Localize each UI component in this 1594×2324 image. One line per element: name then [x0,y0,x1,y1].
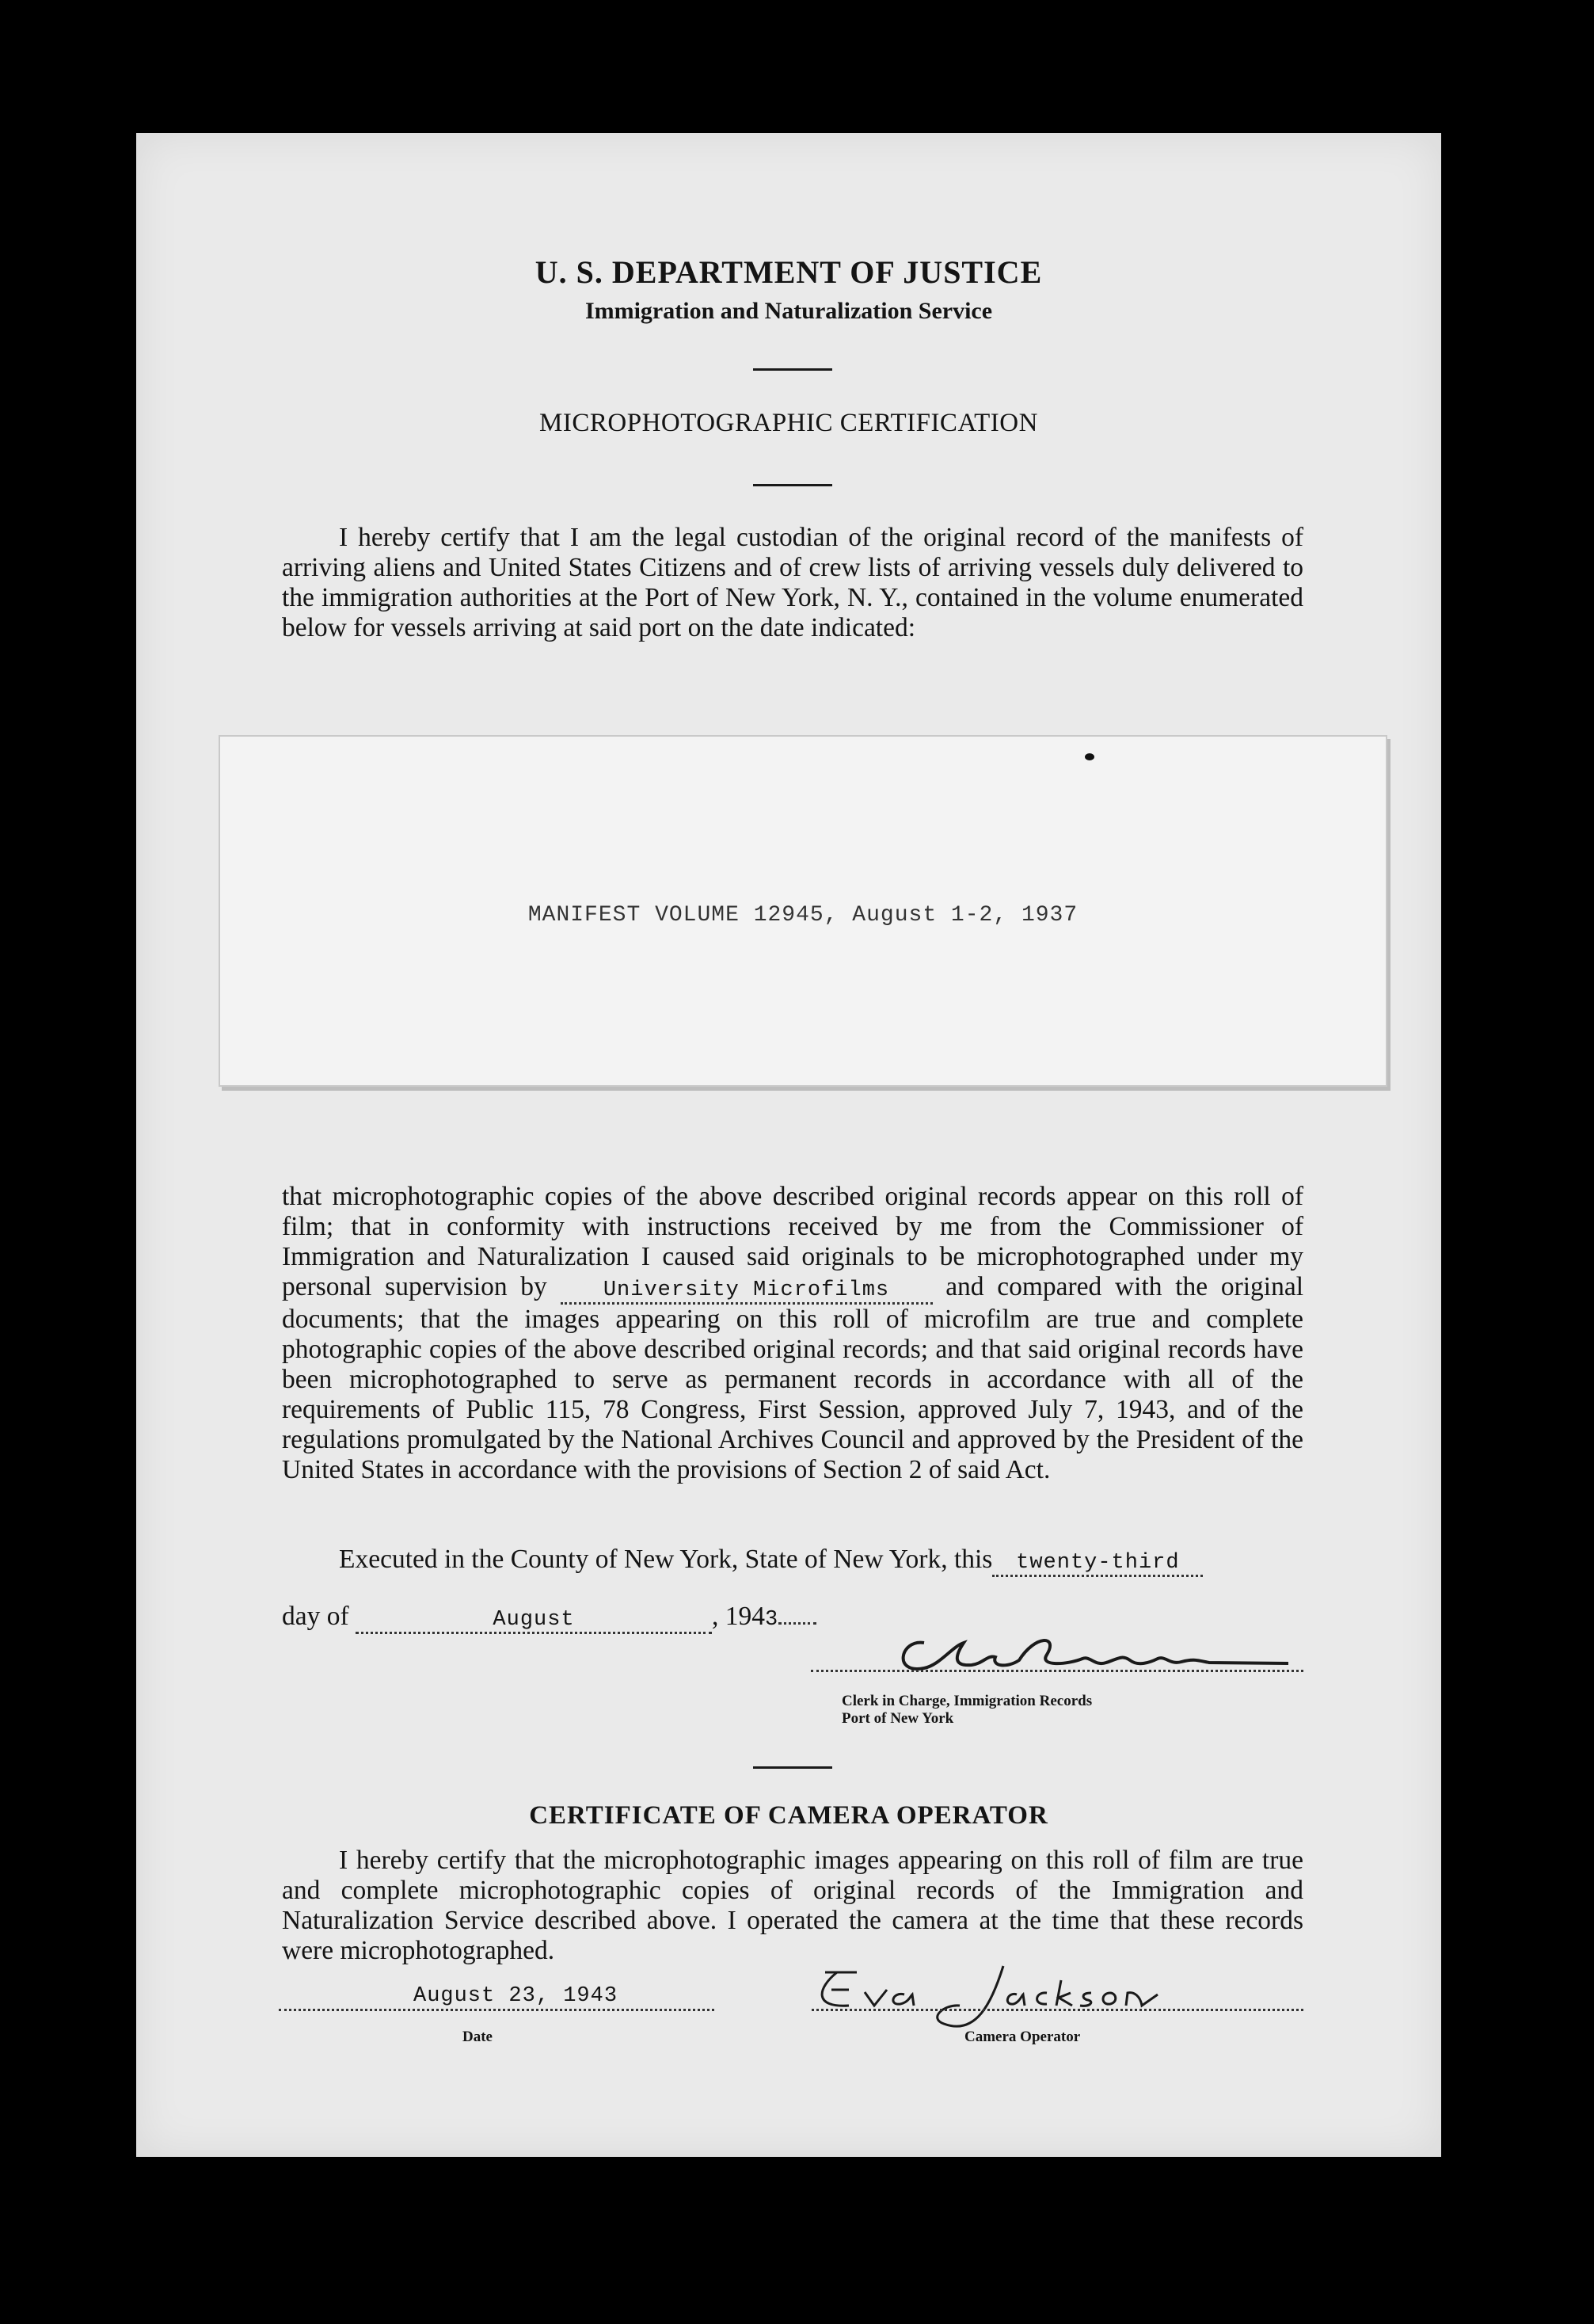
clerk-signature [877,1619,1320,1682]
year-prefix: , 194 [712,1602,766,1631]
year-digit: 3 [765,1608,779,1632]
body-text-part2: and compared with the original documents; that the images appearing on this roll of microfilm are true and complete photographic copies of the above described original records; and that said original records have been microphotographed to serve as permanent records in accordance with all of the requirements of Public 115, 78 Congress, First Session, approved July 7, 1943, and of the regulations promulgated by the National Archives Council and approved by the President of the United States in accordance with the provisions of Section 2 of said Act. [282,1272,1304,1484]
intro-paragraph [282,523,1303,643]
department-heading: U. S. DEPARTMENT OF JUSTICE [535,254,1043,290]
operator-signature-line [812,2009,1303,2011]
clerk-signature-line [811,1670,1303,1672]
year-fill [778,1622,816,1625]
ink-spot [1085,753,1094,760]
body-text [282,1182,1303,1485]
supervisor-field: University Microfilms [561,1278,933,1305]
clerk-title-line1: Clerk in Charge, Immigration Records [842,1693,1093,1709]
divider-rule-top [753,368,832,371]
day-of-label: day of [282,1602,349,1631]
operator-signature-first [822,1972,914,2006]
camera-operator-text: I hereby certify that the microphotographic images appearing on this roll of film are true and complete microphotographic copies of original records of the Immigration and Naturalization Service described above. I operated the camera at the time that these records were microphotographed. [282,1846,1303,1965]
camera-operator-title: CERTIFICATE OF CAMERA OPERATOR [529,1801,1048,1830]
date-label: Date [462,2029,493,2045]
manifest-volume-slip [219,735,1387,1087]
body-text-part1: that microphotographic copies of the above described original records appear on this roll of film; that in conformity with instructions received by me from the Commissioner of Immigration and Naturalization I caused said originals to be microphotographed under my personal supervision by [282,1182,1303,1301]
service-subheading: Immigration and Naturalization Service [584,298,993,324]
manifest-volume-text: MANIFEST VOLUME 12945, August 1-2, 1937 [527,903,1079,928]
date-signature-line [279,2009,714,2011]
divider-rule-bottom [753,1766,832,1769]
certification-body [282,1182,1303,1485]
date-line [282,1602,816,1635]
divider-rule-middle [753,484,832,486]
operator-signature-last [938,1966,1158,2026]
clerk-signature-stroke [904,1640,1288,1669]
certification-title: MICROPHOTOGRAPHIC CERTIFICATION [539,409,1038,437]
operator-date-value: August 23, 1943 [413,1984,618,2008]
operator-signature [809,1956,1174,2036]
execution-prefix: Executed in the County of New York, State of New York, this [339,1545,993,1574]
operator-label: Camera Operator [964,2029,1081,2045]
execution-day-field: twenty-third [992,1551,1203,1577]
camera-operator-paragraph [282,1846,1303,1966]
intro-text: I hereby certify that I am the legal custodian of the original record of the manifests of arriving aliens and United States Citizens and of crew lists of arriving vessels duly delivered to the immigration authorities at the Port of New York, N. Y., contained in the volume enumerated below for vessels arriving at said port on the date indicated: [282,523,1303,642]
certificate-page [136,133,1441,2157]
execution-month-field: August [356,1608,712,1634]
clerk-title-line2: Port of New York [842,1710,954,1727]
execution-line [339,1545,1203,1577]
